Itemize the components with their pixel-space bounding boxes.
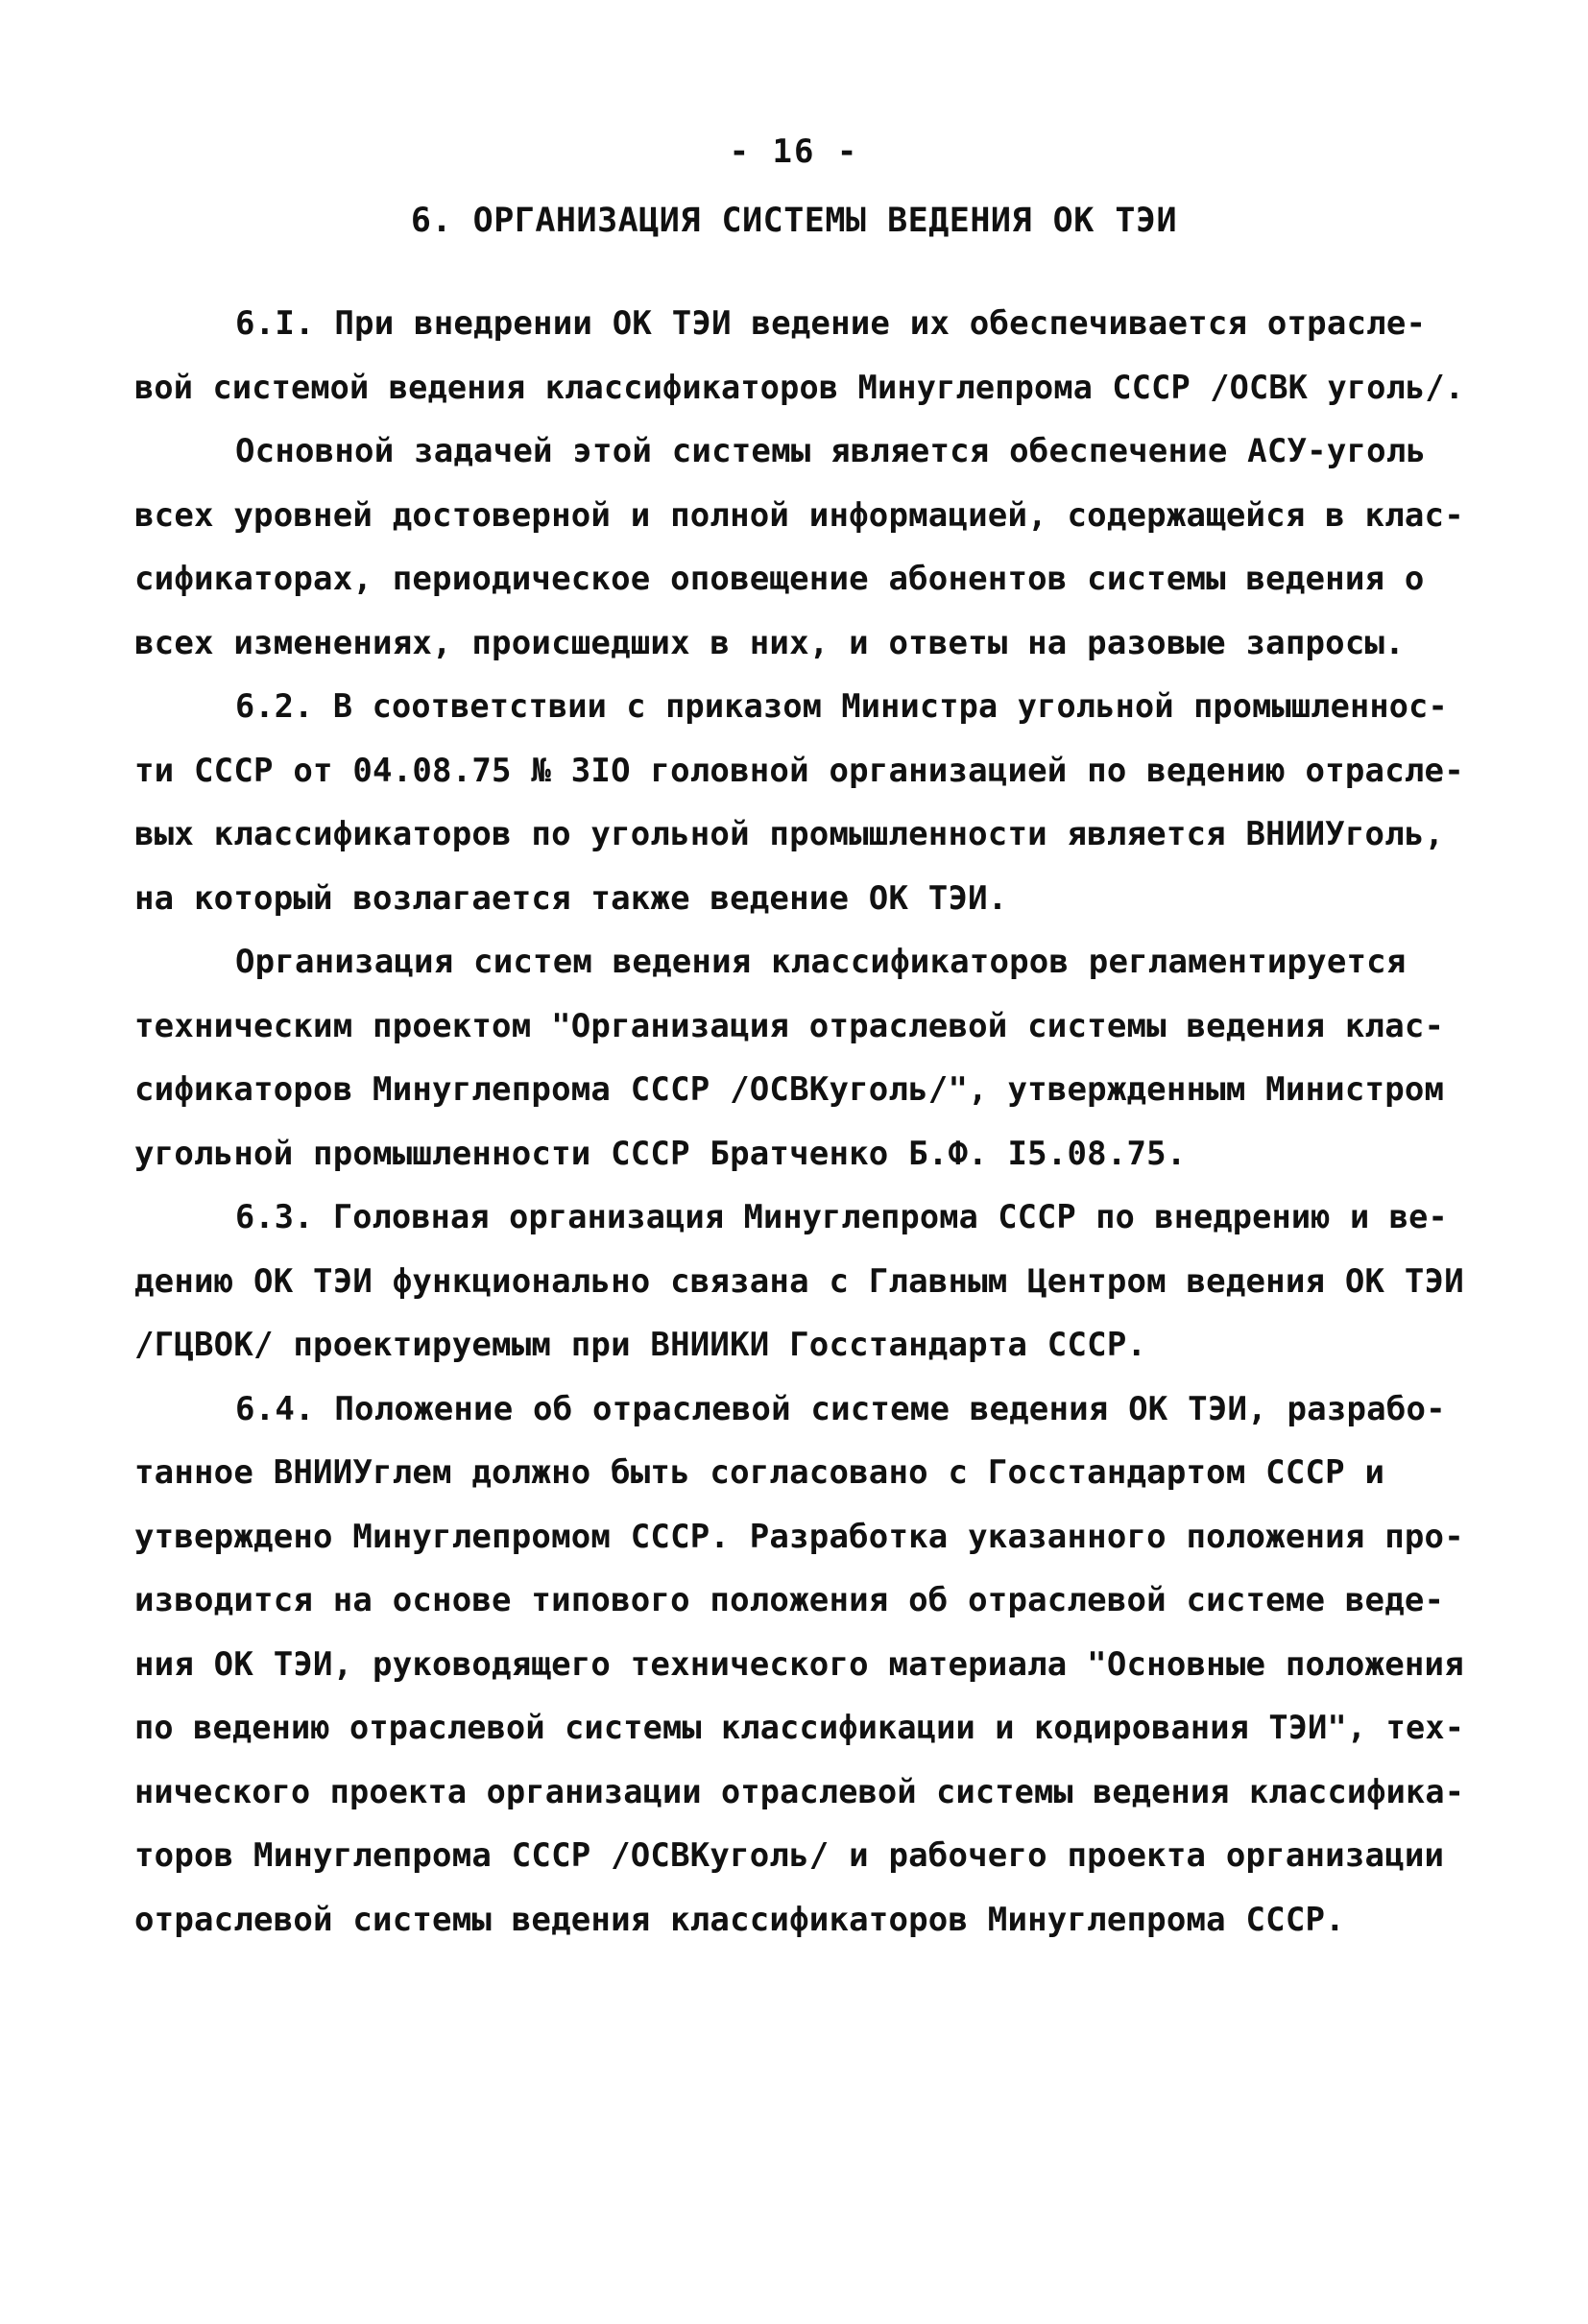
text-line: 6.3. Головная организация Минуглепрома СССР по внедрению и ве- [235, 1198, 1448, 1235]
text-line: вых классификаторов по угольной промышленности является ВНИИУголь, [134, 815, 1445, 853]
text-line: сификаторов Минуглепрома СССР /ОСВКуголь/", утвержденным Министром [134, 1070, 1445, 1109]
text-line: Организация систем ведения классификаторов регламентируется [235, 943, 1407, 981]
body-text [134, 292, 1464, 1952]
text-line: по ведению отраслевой системы классификации и кодирования ТЭИ", тех- [134, 1709, 1465, 1746]
text-line: 6.2. В соответствии с приказом Министра угольной промышленнос- [235, 687, 1448, 725]
text-line: сификаторах, периодическое оповещение абонентов системы ведения о [134, 560, 1425, 598]
text-line: дению ОК ТЭИ функционально связана с Главным Центром ведения ОК ТЭИ [134, 1261, 1464, 1301]
text-line: вой системой ведения классификаторов Минуглепрома СССР /ОСВК уголь/. [134, 368, 1465, 406]
text-line: 6.I. При внедрении ОК ТЭИ ведение их обеспечивается отрасле- [235, 304, 1427, 343]
text-line: ти СССР от 04.08.75 № 3IO головной организацией по ведению отрасле- [134, 751, 1464, 790]
section-heading: 6. ОРГАНИЗАЦИЯ СИСТЕМЫ ВЕДЕНИЯ ОК ТЭИ [410, 202, 1178, 240]
text-line: ния ОК ТЭИ, руководящего технического материала "Основные положения [134, 1644, 1464, 1684]
text-line: техническим проектом "Организация отраслевой системы ведения клас- [134, 1006, 1445, 1045]
text-line: Основной задачей этой системы является обеспечение АСУ-уголь [235, 432, 1427, 470]
text-line: /ГЦВОК/ проектируемым при ВНИИКИ Госстандарта СССР. [134, 1326, 1147, 1364]
text-line: всех изменениях, происшедших в них, и ответы на разовые запросы. [134, 623, 1405, 662]
text-line: 6.4. Положение об отраслевой системе ведения ОК ТЭИ, разрабо- [235, 1389, 1446, 1428]
text-line: нического проекта организации отраслевой системы ведения классифика- [134, 1772, 1465, 1810]
page-number: - 16 - [729, 132, 859, 171]
text-line: угольной промышленности СССР Братченко Б.Ф. I5.08.75. [134, 1134, 1187, 1173]
text-line: изводится на основе типового положения об отраслевой системе веде- [134, 1581, 1445, 1619]
text-line: отраслевой системы ведения классификаторов Минуглепрома СССР. [134, 1900, 1345, 1939]
text-line: торов Минуглепрома СССР /ОСВКуголь/ и рабочего проекта организации [134, 1836, 1445, 1875]
text-line: танное ВНИИУглем должно быть согласовано с Госстандартом СССР и [134, 1453, 1385, 1492]
text-line: на который возлагается также ведение ОК ТЭИ. [134, 878, 1008, 918]
text-line: утверждено Минуглепромом СССР. Разработка указанного положения про- [134, 1517, 1464, 1556]
text-line: всех уровней достоверной и полной информацией, содержащейся в клас- [134, 495, 1464, 535]
